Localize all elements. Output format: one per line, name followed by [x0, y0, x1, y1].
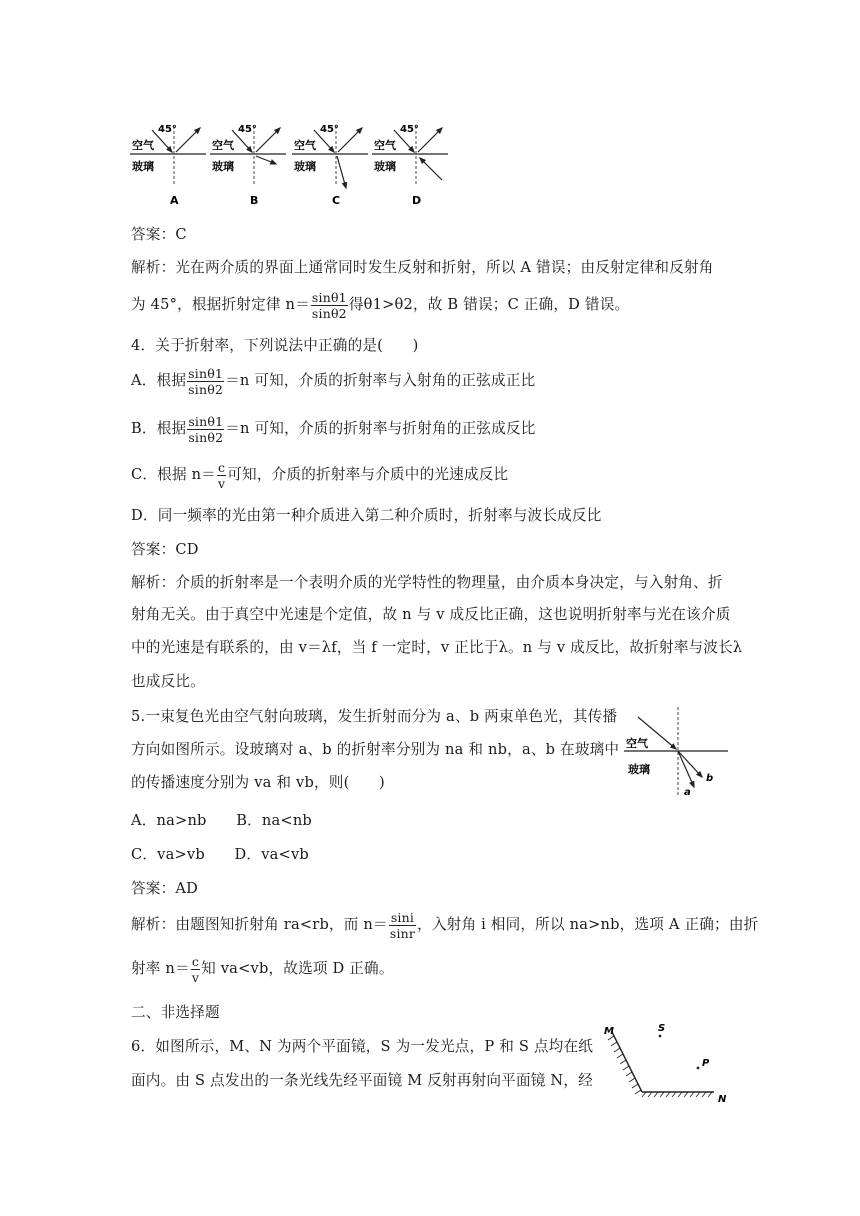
- fraction: [311, 290, 348, 321]
- fraction-denominator: sinθ2: [188, 429, 224, 445]
- glass-label: 玻璃: [212, 160, 234, 173]
- point-p: [697, 1067, 700, 1070]
- glass-label: 玻璃: [374, 160, 396, 173]
- analysis-text: 得θ1>θ2，故 B 错误；C 正确，D 错误。: [348, 296, 630, 313]
- mirrors-figure: [600, 1018, 734, 1106]
- fraction-denominator: v: [191, 969, 200, 985]
- fraction: [187, 414, 224, 445]
- analysis-q5-line2: [131, 952, 394, 986]
- option-text: ＝n 可知，介质的折射率与折射角的正弦成反比: [225, 420, 536, 437]
- mirror-n-label: N: [718, 1094, 727, 1105]
- option-text: B．根据: [131, 420, 187, 437]
- analysis-text: 解析：由题图知折射角 ra<rb，而 n＝: [131, 916, 388, 933]
- fraction: [389, 910, 416, 941]
- fraction-denominator: sinθ2: [188, 381, 224, 397]
- question-6-line1: 6．如图所示，M、N 为两个平面镜，S 为一发光点，P 和 S 点均在纸: [131, 1038, 594, 1055]
- fraction: [191, 954, 200, 985]
- question-5-stem-line2: 方向如图所示。设玻璃对 a、b 的折射率分别为 na 和 nb，a、b 在玻璃中: [131, 741, 620, 758]
- option-text: ＝n 可知，介质的折射率与入射角的正弦成正比: [225, 372, 536, 389]
- fraction-denominator: sinr: [389, 925, 416, 941]
- angle-label: 45°: [158, 124, 177, 135]
- analysis-text: 为 45°，根据折射定律 n＝: [131, 296, 310, 313]
- glass-label: 玻璃: [132, 160, 154, 173]
- answer-q3: 答案：C: [131, 226, 187, 243]
- analysis-q3-line2: [131, 288, 629, 322]
- diagram-b: [210, 124, 286, 207]
- option-label-c: C: [332, 194, 341, 207]
- answer-q5: 答案：AD: [131, 880, 199, 897]
- angle-label: 45°: [320, 124, 339, 135]
- mirror-m-label: M: [604, 1026, 614, 1037]
- angle-label: 45°: [238, 124, 257, 135]
- fraction-numerator: c: [218, 459, 226, 475]
- air-label: 空气: [212, 139, 234, 152]
- air-label: 空气: [294, 139, 316, 152]
- analysis-text: 知 va<vb，故选项 D 正确。: [201, 960, 394, 977]
- dispersion-figure: [620, 703, 732, 801]
- answer-q4: 答案：CD: [131, 541, 199, 558]
- analysis-text: ，入射角 i 相同，所以 na>nb，选项 A 正确；由折: [417, 916, 759, 933]
- analysis-q4-line3: 中的光速是有联系的，由 v＝λf，当 f 一定时，v 正比于λ。n 与 v 成反比，故折射率与波长λ: [131, 639, 743, 656]
- question-4-option-b: [131, 412, 536, 446]
- analysis-q3-line1: 解析：光在两介质的界面上通常同时发生反射和折射，所以 A 错误；由反射定律和反射角: [131, 259, 714, 276]
- ray-a: [678, 751, 694, 787]
- ray-b-label: b: [706, 773, 714, 784]
- question-4-stem: 4．关于折射率，下列说法中正确的是( ): [131, 337, 419, 354]
- option-label-d: D: [412, 194, 422, 207]
- diagram-c: [292, 124, 368, 207]
- analysis-q5-line1: [131, 908, 758, 942]
- point-s: [659, 1035, 662, 1038]
- fraction-numerator: sini: [390, 909, 415, 925]
- point-s-label: S: [658, 1023, 666, 1034]
- option-label-a: A: [170, 194, 179, 207]
- fraction-numerator: sinθ1: [188, 413, 224, 429]
- option-text: C．根据 n＝: [131, 466, 216, 483]
- option-text: A．根据: [131, 372, 187, 389]
- analysis-q4-line4: 也成反比。: [131, 673, 205, 690]
- glass-label: 玻璃: [628, 763, 650, 776]
- fraction-numerator: sinθ1: [188, 365, 224, 381]
- fraction-numerator: c: [191, 953, 200, 969]
- question-5-stem-line3: 的传播速度分别为 va 和 vb，则( ): [131, 774, 385, 791]
- diagram-a: [130, 124, 206, 207]
- fraction: [217, 460, 226, 491]
- point-p-label: P: [702, 1058, 710, 1069]
- refraction-options-figure: [128, 118, 458, 210]
- air-label: 空气: [374, 139, 396, 152]
- mirror-m: [612, 1032, 642, 1092]
- angle-label: 45°: [400, 124, 419, 135]
- question-6-line2: 面内。由 S 点发出的一条光线先经平面镜 M 反射再射向平面镜 N，经: [131, 1072, 593, 1089]
- question-5-options-cd: C．va>vb D．va<vb: [131, 846, 309, 863]
- glass-label: 玻璃: [294, 160, 316, 173]
- air-label: 空气: [626, 737, 648, 750]
- air-label: 空气: [132, 139, 154, 152]
- analysis-q4-line2: 射角无关。由于真空中光速是个定值，故 n 与 v 成反比正确，这也说明折射率与光在该介质: [131, 606, 731, 623]
- question-5-options-ab: A．na>nb B．na<nb: [131, 812, 312, 829]
- analysis-text: 射率 n＝: [131, 960, 190, 977]
- question-5-stem-line1: 5.一束复色光由空气射向玻璃，发生折射而分为 a、b 两束单色光，其传播: [131, 708, 618, 725]
- question-4-option-c: [131, 458, 508, 492]
- option-text: 可知，介质的折射率与介质中的光速成反比: [227, 466, 509, 483]
- analysis-q4-line1: 解析：介质的折射率是一个表明介质的光学特性的物理量，由介质本身决定，与入射角、折: [131, 574, 723, 591]
- diagram-d: [372, 124, 448, 207]
- question-4-option-d: D．同一频率的光由第一种介质进入第二种介质时，折射率与波长成反比: [131, 507, 602, 524]
- fraction-numerator: sinθ1: [311, 289, 347, 305]
- section-title: 二、非选择题: [131, 1004, 220, 1021]
- fraction-denominator: sinθ2: [311, 305, 347, 321]
- option-label-b: B: [250, 194, 259, 207]
- fraction-denominator: v: [217, 475, 226, 491]
- fraction: [187, 366, 224, 397]
- question-4-option-a: [131, 364, 535, 398]
- ray-b: [678, 751, 702, 777]
- ray-a-label: a: [684, 787, 691, 798]
